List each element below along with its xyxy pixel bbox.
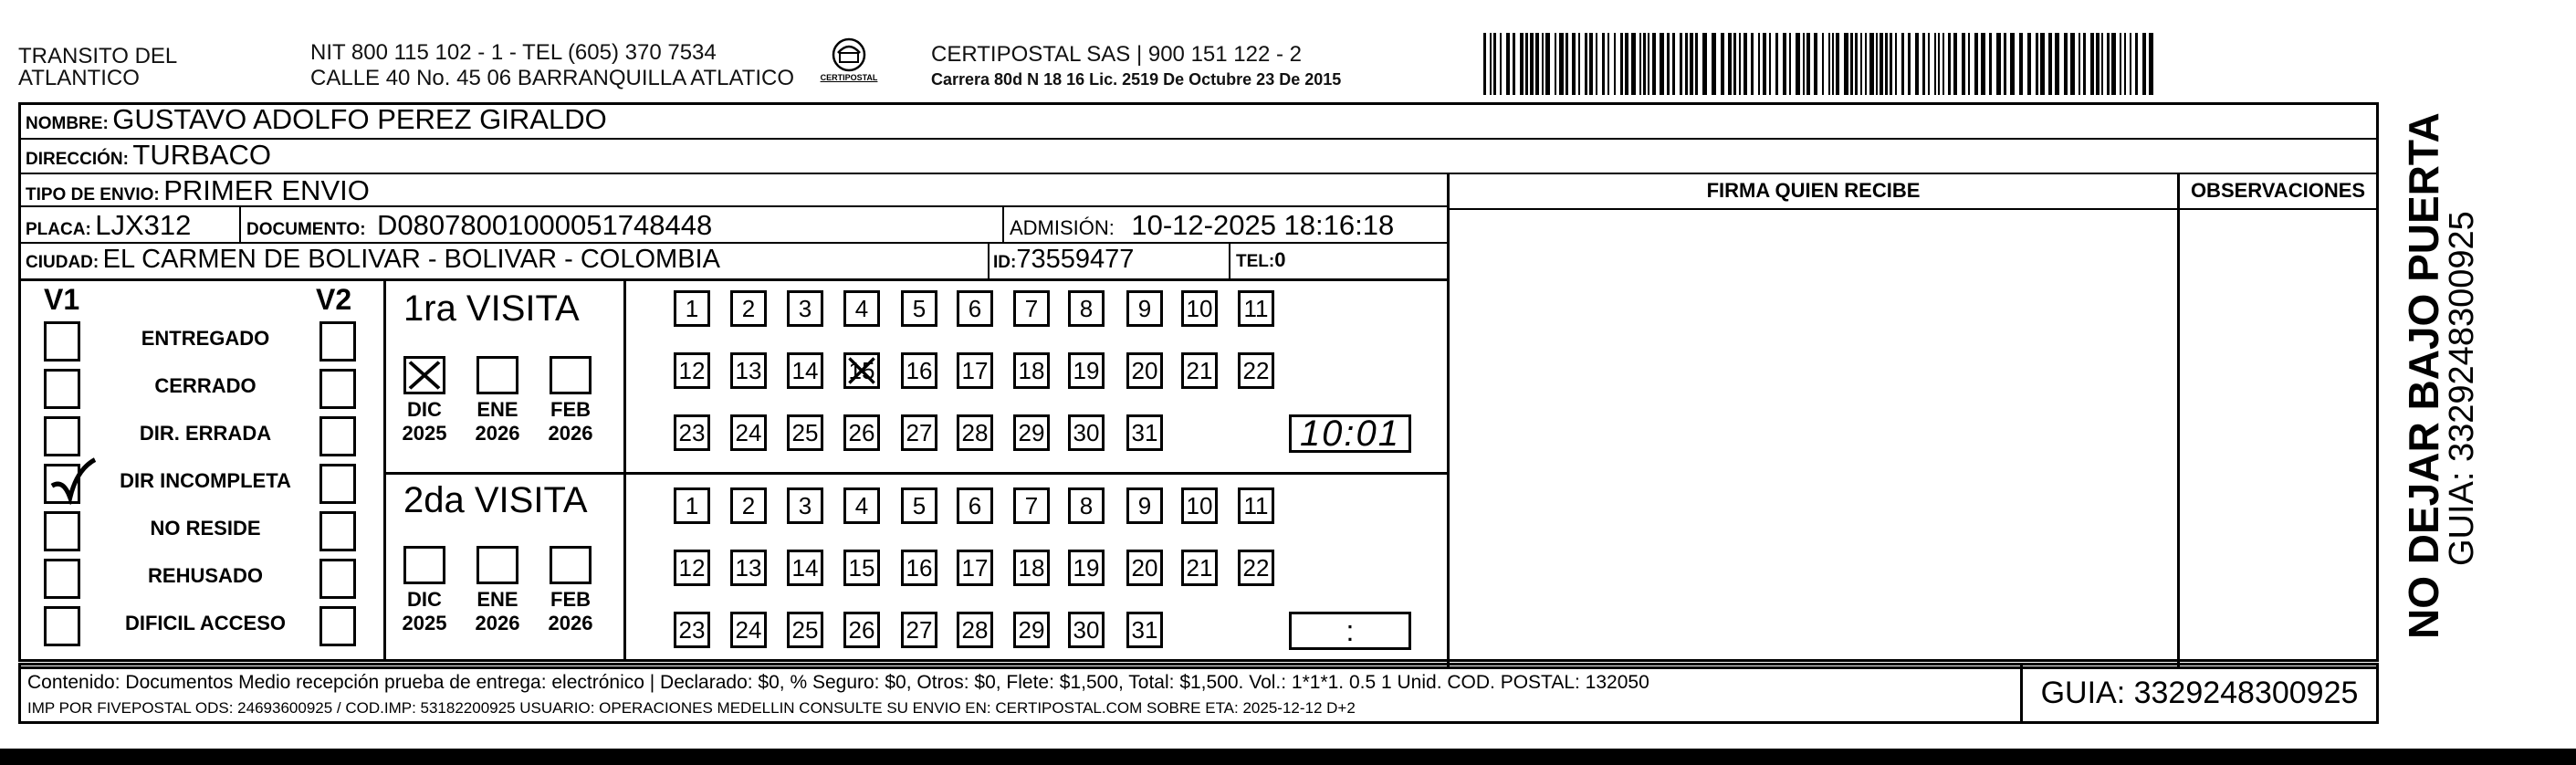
company-info [931, 42, 1341, 91]
time-box[interactable] [1289, 414, 1411, 453]
placa-cell [26, 209, 191, 242]
documento-label: DOCUMENTO: [246, 220, 366, 239]
agency-line-2: ATLANTICO [18, 66, 140, 90]
month-checkbox[interactable] [550, 356, 592, 394]
day-number: 13 [735, 553, 762, 582]
v1-checkbox[interactable] [44, 321, 80, 362]
day-box[interactable] [843, 414, 880, 451]
day-box[interactable] [1126, 290, 1163, 327]
v1-checkbox[interactable] [44, 511, 80, 551]
day-number: 30 [1073, 615, 1100, 644]
day-box[interactable] [1126, 352, 1163, 389]
day-box[interactable] [730, 352, 767, 389]
id-cell [993, 245, 1134, 275]
firma-label: FIRMA QUIEN RECIBE [1706, 179, 1921, 202]
day-box[interactable] [1126, 612, 1163, 648]
day-number: 24 [735, 418, 762, 446]
footer-line-2: IMP POR FIVEPOSTAL ODS: 24693600925 / COD.IMP: 53182200925 USUARIO: OPERACIONES MEDELLIN CONSULTE SU ENVIO EN: CERTIPOSTAL.COM SOBRE ETA: 2025-12-12 D+2 [27, 699, 1356, 717]
day-number: 8 [1079, 294, 1094, 322]
day-box[interactable] [901, 612, 937, 648]
day-number: 21 [1186, 356, 1213, 384]
day-box[interactable] [957, 550, 993, 586]
barcode [1483, 33, 2159, 95]
v2-checkbox[interactable] [319, 559, 356, 599]
day-number: 5 [912, 491, 927, 519]
day-box[interactable] [957, 487, 993, 524]
day-box[interactable] [787, 352, 823, 389]
month-checkbox[interactable] [403, 546, 445, 584]
v2-checkbox[interactable] [319, 416, 356, 456]
day-box[interactable] [1126, 414, 1163, 451]
day-number: 18 [1018, 356, 1045, 384]
day-number: 19 [1073, 356, 1100, 384]
day-number: 10 [1186, 491, 1213, 519]
month-name: ENE [476, 588, 518, 611]
month-label [466, 588, 529, 635]
month-checkbox[interactable] [403, 356, 445, 394]
status-label: DIR INCOMPLETA [120, 469, 291, 492]
v2-checkbox[interactable] [319, 321, 356, 362]
month-label [539, 398, 602, 445]
day-number: 2 [741, 294, 756, 322]
month-year: 2026 [475, 422, 520, 445]
frame-right [2376, 102, 2379, 661]
day-number: 16 [906, 553, 933, 582]
day-number: 13 [735, 356, 762, 384]
day-number: 22 [1242, 553, 1270, 582]
observaciones-area[interactable] [2182, 212, 2374, 665]
month-checkbox[interactable] [476, 546, 518, 584]
firma-area[interactable] [1451, 212, 2174, 665]
day-box[interactable] [730, 550, 767, 586]
month-year: 2025 [402, 422, 447, 445]
day-box[interactable] [901, 290, 937, 327]
day-box[interactable] [787, 550, 823, 586]
day-box[interactable] [843, 550, 880, 586]
ciudad-label: CIUDAD: [26, 253, 99, 272]
day-box[interactable] [674, 290, 710, 327]
admision-label: ADMISIÓN: [1010, 216, 1115, 239]
day-number: 11 [1243, 294, 1269, 322]
day-box[interactable] [957, 290, 993, 327]
ciudad-cell [26, 245, 720, 275]
day-number: 29 [1018, 615, 1045, 644]
day-box[interactable] [787, 612, 823, 648]
day-box[interactable] [1013, 487, 1050, 524]
day-number: 19 [1073, 553, 1100, 582]
day-number: 7 [1024, 294, 1039, 322]
day-number: 20 [1131, 553, 1158, 582]
day-number: 27 [906, 615, 933, 644]
day-box[interactable] [843, 290, 880, 327]
tipo-envio-value: PRIMER ENVIO [163, 174, 370, 206]
day-number: 28 [961, 418, 989, 446]
tel-value: 0 [1274, 248, 1286, 271]
time-value: 10:01 [1299, 413, 1401, 454]
month-checkbox[interactable] [550, 546, 592, 584]
month-label [539, 588, 602, 635]
month-name: FEB [550, 398, 591, 421]
day-box[interactable] [730, 487, 767, 524]
day-number: 8 [1079, 491, 1094, 519]
frame-left [18, 102, 21, 661]
day-number: 17 [961, 553, 989, 582]
day-number: 23 [678, 418, 706, 446]
day-number: 5 [912, 294, 927, 322]
month-label [393, 398, 456, 445]
day-number: 29 [1018, 418, 1045, 446]
day-number: 11 [1243, 491, 1269, 519]
visit2-title: 2da VISITA [403, 480, 588, 520]
logo-icon [812, 37, 885, 93]
day-box[interactable] [957, 612, 993, 648]
day-number: 7 [1024, 491, 1039, 519]
side-guia: GUIA: 3329248300925 [2443, 211, 2481, 566]
status-label: ENTREGADO [141, 327, 270, 350]
day-box[interactable] [1238, 352, 1274, 389]
day-number: 27 [906, 418, 933, 446]
day-number: 9 [1137, 491, 1152, 519]
month-year: 2026 [475, 612, 520, 634]
v2-checkbox[interactable] [319, 369, 356, 409]
visit1-title: 1ra VISITA [403, 288, 580, 329]
day-box[interactable] [957, 352, 993, 389]
month-label [466, 398, 529, 445]
month-checkbox[interactable] [476, 356, 518, 394]
day-box[interactable] [1013, 550, 1050, 586]
status-label: CERRADO [154, 374, 257, 397]
day-number: 2 [741, 491, 756, 519]
day-box[interactable] [787, 290, 823, 327]
v1-checkbox[interactable] [44, 464, 80, 504]
day-box[interactable] [1068, 414, 1105, 451]
day-number: 18 [1018, 553, 1045, 582]
day-number: 20 [1131, 356, 1158, 384]
v1-label: V1 [44, 283, 80, 316]
status-label: DIR. ERRADA [139, 422, 272, 445]
day-box[interactable] [1068, 352, 1105, 389]
day-box[interactable] [1013, 414, 1050, 451]
day-number: 1 [685, 294, 699, 322]
observaciones-label: OBSERVACIONES [2190, 179, 2366, 202]
day-number: 23 [678, 615, 706, 644]
day-number: 12 [678, 356, 706, 384]
side-warning: NO DEJAR BAJO PUERTA [2400, 112, 2447, 639]
day-box[interactable] [1181, 352, 1218, 389]
day-box[interactable] [674, 550, 710, 586]
day-number: 25 [791, 418, 819, 446]
day-box[interactable] [1013, 612, 1050, 648]
month-name: DIC [407, 398, 442, 421]
day-box[interactable] [843, 352, 880, 389]
v1-checkbox[interactable] [44, 369, 80, 409]
day-box[interactable] [843, 612, 880, 648]
day-number: 28 [961, 615, 989, 644]
day-box[interactable] [901, 550, 937, 586]
day-box[interactable] [674, 352, 710, 389]
tipo-envio-label: TIPO DE ENVIO: [26, 185, 160, 204]
day-number: 4 [854, 491, 869, 519]
day-number: 3 [798, 491, 812, 519]
v1-checkbox[interactable] [44, 416, 80, 456]
status-label: DIFICIL ACCESO [124, 612, 286, 634]
admision-value: 10-12-2025 18:16:18 [1131, 209, 1395, 241]
day-box[interactable] [1126, 487, 1163, 524]
day-box[interactable] [1068, 550, 1105, 586]
month-year: 2026 [548, 422, 593, 445]
month-year: 2025 [402, 612, 447, 634]
status-label: NO RESIDE [150, 517, 261, 540]
placa-label: PLACA: [26, 220, 91, 239]
month-name: ENE [476, 398, 518, 421]
direccion-row [26, 139, 271, 172]
day-number: 12 [678, 553, 706, 582]
tipo-envio-row [26, 174, 370, 207]
day-number: 3 [798, 294, 812, 322]
day-box[interactable] [1068, 612, 1105, 648]
day-number: 4 [854, 294, 869, 322]
nombre-value: GUSTAVO ADOLFO PEREZ GIRALDO [112, 103, 607, 135]
day-number: 17 [961, 356, 989, 384]
id-label: ID: [993, 253, 1017, 272]
agency-line-1: TRANSITO DEL [18, 44, 178, 68]
tel-cell [1236, 248, 1285, 272]
day-number: 30 [1073, 418, 1100, 446]
day-number: 1 [685, 491, 699, 519]
day-number: 6 [968, 491, 982, 519]
day-number: 15 [848, 553, 875, 582]
day-box[interactable] [1181, 550, 1218, 586]
day-box[interactable] [1238, 487, 1274, 524]
footer-line-1: Contenido: Documentos Medio recepción prueba de entrega: electrónico | Declarado: $0, % Seguro: $0, Otros: $0, Flete: $1,500, Total: $1,500. Vol.: 1*1*1. 0.5 1 Unid. COD. POSTAL: 132050 [27, 672, 1649, 693]
v2-label: V2 [316, 283, 352, 316]
day-box[interactable] [674, 487, 710, 524]
right-panel-left [1447, 173, 1450, 666]
day-box[interactable] [957, 414, 993, 451]
v2-checkbox[interactable] [319, 464, 356, 504]
day-box[interactable] [901, 352, 937, 389]
day-box[interactable] [1013, 352, 1050, 389]
day-box[interactable] [730, 612, 767, 648]
placa-value: LJX312 [95, 209, 192, 241]
day-number: 21 [1186, 553, 1213, 582]
month-name: DIC [407, 588, 442, 611]
day-number: 25 [791, 615, 819, 644]
day-number: 15 [848, 356, 875, 384]
month-name: FEB [550, 588, 591, 611]
agency-contact [310, 40, 794, 91]
day-box[interactable] [901, 414, 937, 451]
day-box[interactable] [1238, 290, 1274, 327]
day-box[interactable] [1068, 290, 1105, 327]
nit-line: NIT 800 115 102 - 1 - TEL (605) 370 7534 [310, 40, 717, 65]
company-line-2: Carrera 80d N 18 16 Lic. 2519 De Octubre 23 De 2015 [931, 70, 1342, 89]
v1-checkbox[interactable] [44, 606, 80, 646]
day-box[interactable] [1238, 550, 1274, 586]
v2-checkbox[interactable] [319, 511, 356, 551]
time-box[interactable] [1289, 612, 1411, 650]
v1-checkbox[interactable] [44, 559, 80, 599]
day-number: 14 [791, 553, 819, 582]
agency-name [18, 46, 177, 89]
nombre-label: NOMBRE: [26, 114, 109, 133]
address-line: CALLE 40 No. 45 06 BARRANQUILLA ATLATICO [310, 66, 795, 90]
nombre-row [26, 103, 607, 136]
direccion-value: TURBACO [132, 139, 271, 171]
day-box[interactable] [1013, 290, 1050, 327]
admision-cell [1010, 209, 1394, 242]
day-number: 31 [1131, 418, 1158, 446]
day-box[interactable] [901, 487, 937, 524]
day-number: 14 [791, 356, 819, 384]
day-box[interactable] [787, 414, 823, 451]
day-number: 31 [1131, 615, 1158, 644]
day-box[interactable] [674, 612, 710, 648]
guia-box: GUIA: 3329248300925 [2040, 676, 2359, 710]
day-box[interactable] [1181, 487, 1218, 524]
certipostal-logo [812, 37, 885, 93]
day-number: 24 [735, 615, 762, 644]
day-number: 6 [968, 294, 982, 322]
day-box[interactable] [730, 414, 767, 451]
obs-left [2177, 173, 2180, 666]
day-box[interactable] [674, 414, 710, 451]
day-box[interactable] [730, 290, 767, 327]
day-number: 22 [1242, 356, 1270, 384]
status-label: REHUSADO [148, 564, 263, 587]
id-value: 73559477 [1016, 245, 1135, 274]
day-number: 26 [848, 418, 875, 446]
day-box[interactable] [843, 487, 880, 524]
day-number: 26 [848, 615, 875, 644]
day-box[interactable] [1181, 290, 1218, 327]
day-number: 16 [906, 356, 933, 384]
day-number: 9 [1137, 294, 1152, 322]
day-box[interactable] [1068, 487, 1105, 524]
ciudad-value: EL CARMEN DE BOLIVAR - BOLIVAR - COLOMBIA [102, 245, 720, 274]
month-label [393, 588, 456, 635]
tel-label: TEL: [1236, 252, 1275, 271]
logo-caption: CERTIPOSTAL [820, 73, 878, 82]
month-year: 2026 [548, 612, 593, 634]
time-value: : [1346, 613, 1355, 647]
v2-checkbox[interactable] [319, 606, 356, 646]
documento-value: D08078001000051748448 [377, 209, 713, 241]
day-box[interactable] [1126, 550, 1163, 586]
bottom-band [0, 749, 2576, 765]
company-line-1: CERTIPOSTAL SAS | 900 151 122 - 2 [931, 42, 1302, 67]
day-box[interactable] [787, 487, 823, 524]
direccion-label: DIRECCIÓN: [26, 150, 129, 169]
documento-cell [246, 209, 712, 242]
day-number: 10 [1186, 294, 1213, 322]
